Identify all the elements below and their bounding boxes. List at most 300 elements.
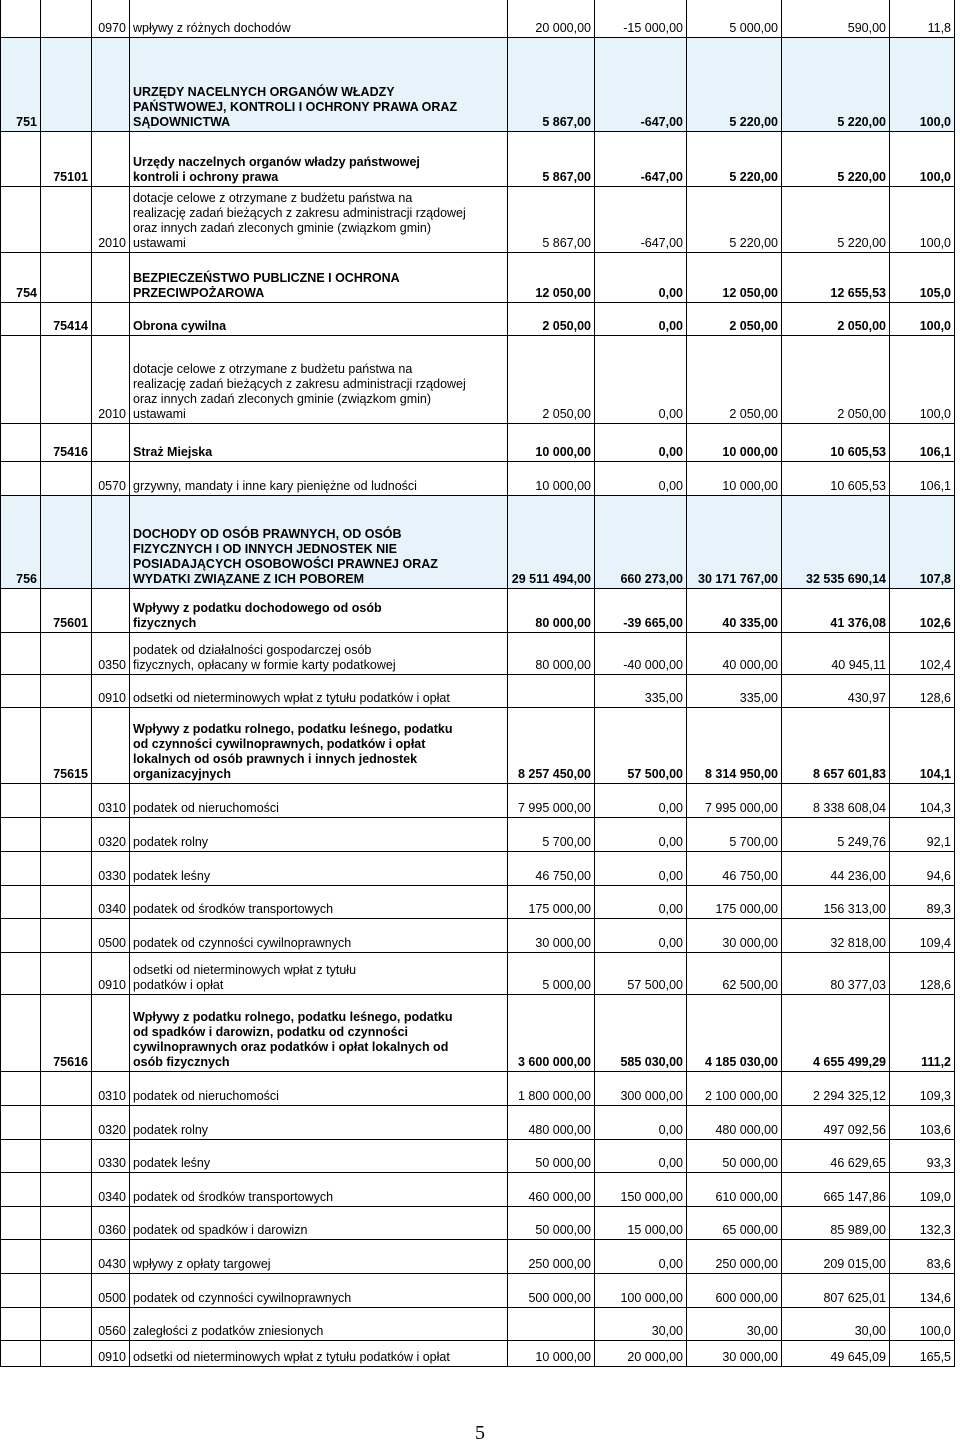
cell-dzial: 751 (0, 38, 41, 132)
cell-procent: 128,6 (890, 953, 955, 995)
cell-plan-po-zmianach: 250 000,00 (687, 1240, 782, 1274)
table-row (0, 187, 960, 253)
cell-zmiany: -647,00 (595, 132, 687, 187)
cell-paragraf: 0500 (92, 919, 130, 953)
cell-paragraf: 0310 (92, 1072, 130, 1106)
cell-plan-po-zmianach: 480 000,00 (687, 1106, 782, 1140)
cell-rozdzial (41, 253, 92, 303)
cell-paragraf (92, 132, 130, 187)
cell-plan-pierwotny: 480 000,00 (508, 1106, 595, 1140)
cell-plan-pierwotny: 20 000,00 (508, 0, 595, 38)
cell-rozdzial: 75616 (41, 995, 92, 1072)
cell-wykonanie: 590,00 (782, 0, 890, 38)
cell-procent: 93,3 (890, 1140, 955, 1173)
cell-nazwa: zaległości z podatków zniesionych (130, 1308, 508, 1341)
table-row (0, 303, 960, 336)
cell-paragraf: 0570 (92, 462, 130, 496)
cell-plan-pierwotny: 50 000,00 (508, 1140, 595, 1173)
cell-zmiany: -40 000,00 (595, 633, 687, 675)
cell-wykonanie: 40 945,11 (782, 633, 890, 675)
cell-zmiany: 15 000,00 (595, 1207, 687, 1240)
table-row (0, 589, 960, 633)
cell-plan-po-zmianach: 600 000,00 (687, 1274, 782, 1308)
cell-wykonanie: 2 050,00 (782, 336, 890, 424)
cell-plan-pierwotny: 5 000,00 (508, 953, 595, 995)
table-row (0, 1207, 960, 1240)
cell-zmiany: 0,00 (595, 852, 687, 886)
cell-zmiany: 57 500,00 (595, 708, 687, 784)
cell-wykonanie: 4 655 499,29 (782, 995, 890, 1072)
cell-paragraf: 0910 (92, 675, 130, 708)
cell-nazwa: URZĘDY NACELNYCH ORGANÓW WŁADZY PAŃSTWOWEJ, KONTROLI I OCHRONY PRAWA ORAZ SĄDOWNICTWA (130, 38, 508, 132)
table-row (0, 852, 960, 886)
table-row (0, 132, 960, 187)
table-row (0, 953, 960, 995)
cell-dzial (0, 886, 41, 919)
cell-plan-pierwotny: 30 000,00 (508, 919, 595, 953)
cell-plan-po-zmianach: 5 220,00 (687, 132, 782, 187)
cell-rozdzial (41, 1240, 92, 1274)
cell-paragraf: 0330 (92, 1140, 130, 1173)
cell-plan-pierwotny: 5 700,00 (508, 818, 595, 852)
cell-zmiany: 0,00 (595, 303, 687, 336)
cell-plan-po-zmianach: 62 500,00 (687, 953, 782, 995)
cell-plan-po-zmianach: 46 750,00 (687, 852, 782, 886)
cell-wykonanie: 8 338 608,04 (782, 784, 890, 818)
cell-procent: 100,0 (890, 1308, 955, 1341)
cell-rozdzial (41, 1341, 92, 1367)
cell-dzial (0, 953, 41, 995)
cell-wykonanie: 2 294 325,12 (782, 1072, 890, 1106)
cell-plan-pierwotny: 80 000,00 (508, 633, 595, 675)
cell-plan-pierwotny: 1 800 000,00 (508, 1072, 595, 1106)
cell-paragraf: 0330 (92, 852, 130, 886)
cell-rozdzial (41, 187, 92, 253)
cell-procent: 104,1 (890, 708, 955, 784)
cell-rozdzial (41, 633, 92, 675)
cell-procent: 100,0 (890, 187, 955, 253)
cell-nazwa: podatek od środków transportowych (130, 1173, 508, 1207)
table-row (0, 253, 960, 303)
cell-zmiany: 660 273,00 (595, 496, 687, 589)
cell-nazwa: podatek rolny (130, 818, 508, 852)
cell-plan-pierwotny: 460 000,00 (508, 1173, 595, 1207)
cell-wykonanie: 209 015,00 (782, 1240, 890, 1274)
table-row (0, 462, 960, 496)
cell-plan-po-zmianach: 2 100 000,00 (687, 1072, 782, 1106)
cell-rozdzial (41, 1140, 92, 1173)
cell-rozdzial (41, 784, 92, 818)
cell-plan-pierwotny: 2 050,00 (508, 336, 595, 424)
cell-paragraf: 0360 (92, 1207, 130, 1240)
cell-wykonanie: 12 655,53 (782, 253, 890, 303)
cell-plan-pierwotny: 250 000,00 (508, 1240, 595, 1274)
cell-rozdzial (41, 336, 92, 424)
cell-rozdzial: 75414 (41, 303, 92, 336)
cell-wykonanie: 5 220,00 (782, 132, 890, 187)
table-row (0, 1173, 960, 1207)
cell-procent: 134,6 (890, 1274, 955, 1308)
cell-rozdzial (41, 818, 92, 852)
cell-procent: 100,0 (890, 336, 955, 424)
cell-zmiany: 0,00 (595, 462, 687, 496)
cell-dzial (0, 1072, 41, 1106)
cell-procent: 106,1 (890, 462, 955, 496)
cell-plan-po-zmianach: 5 220,00 (687, 38, 782, 132)
cell-paragraf: 2010 (92, 336, 130, 424)
cell-nazwa: podatek od działalności gospodarczej osób fizycznych, opłacany w formie karty podatkowej (130, 633, 508, 675)
cell-zmiany: 150 000,00 (595, 1173, 687, 1207)
cell-zmiany: -39 665,00 (595, 589, 687, 633)
cell-nazwa: odsetki od nieterminowych wpłat z tytułu podatków i opłat (130, 1341, 508, 1367)
cell-nazwa: BEZPIECZEŃSTWO PUBLICZNE I OCHRONA PRZECIWPOŻAROWA (130, 253, 508, 303)
cell-paragraf (92, 424, 130, 462)
table-row (0, 1240, 960, 1274)
cell-plan-pierwotny: 8 257 450,00 (508, 708, 595, 784)
cell-rozdzial (41, 1207, 92, 1240)
cell-zmiany: -15 000,00 (595, 0, 687, 38)
cell-plan-po-zmianach: 7 995 000,00 (687, 784, 782, 818)
cell-zmiany: 0,00 (595, 1140, 687, 1173)
cell-nazwa: podatek od środków transportowych (130, 886, 508, 919)
cell-plan-pierwotny: 80 000,00 (508, 589, 595, 633)
cell-nazwa: Urzędy naczelnych organów władzy państwowej kontroli i ochrony prawa (130, 132, 508, 187)
cell-dzial (0, 462, 41, 496)
cell-rozdzial (41, 1072, 92, 1106)
cell-plan-po-zmianach: 40 000,00 (687, 633, 782, 675)
cell-procent: 102,6 (890, 589, 955, 633)
cell-dzial (0, 784, 41, 818)
cell-procent: 107,8 (890, 496, 955, 589)
cell-wykonanie: 10 605,53 (782, 462, 890, 496)
cell-zmiany: 0,00 (595, 919, 687, 953)
cell-dzial (0, 675, 41, 708)
cell-plan-pierwotny: 5 867,00 (508, 187, 595, 253)
cell-zmiany: 0,00 (595, 424, 687, 462)
cell-nazwa: podatek od czynności cywilnoprawnych (130, 919, 508, 953)
cell-plan-po-zmianach: 5 700,00 (687, 818, 782, 852)
cell-plan-po-zmianach: 65 000,00 (687, 1207, 782, 1240)
cell-wykonanie: 497 092,56 (782, 1106, 890, 1140)
table-row (0, 0, 960, 38)
cell-wykonanie: 44 236,00 (782, 852, 890, 886)
cell-dzial (0, 1106, 41, 1140)
cell-procent: 100,0 (890, 132, 955, 187)
cell-dzial (0, 818, 41, 852)
cell-nazwa: podatek od nieruchomości (130, 1072, 508, 1106)
cell-rozdzial (41, 852, 92, 886)
cell-wykonanie: 80 377,03 (782, 953, 890, 995)
cell-paragraf: 0910 (92, 1341, 130, 1367)
cell-dzial (0, 995, 41, 1072)
cell-plan-pierwotny: 46 750,00 (508, 852, 595, 886)
cell-rozdzial (41, 886, 92, 919)
cell-dzial (0, 1140, 41, 1173)
cell-nazwa: podatek od spadków i darowizn (130, 1207, 508, 1240)
cell-wykonanie: 5 249,76 (782, 818, 890, 852)
cell-wykonanie: 430,97 (782, 675, 890, 708)
cell-zmiany: 0,00 (595, 253, 687, 303)
cell-procent: 132,3 (890, 1207, 955, 1240)
cell-procent: 92,1 (890, 818, 955, 852)
cell-zmiany: 585 030,00 (595, 995, 687, 1072)
cell-plan-pierwotny: 10 000,00 (508, 1341, 595, 1367)
cell-rozdzial (41, 1173, 92, 1207)
table-row (0, 784, 960, 818)
cell-zmiany: 100 000,00 (595, 1274, 687, 1308)
cell-rozdzial: 75601 (41, 589, 92, 633)
cell-rozdzial (41, 1308, 92, 1341)
cell-plan-pierwotny: 5 867,00 (508, 132, 595, 187)
cell-dzial (0, 187, 41, 253)
cell-nazwa: Straż Miejska (130, 424, 508, 462)
cell-dzial (0, 1207, 41, 1240)
cell-zmiany: 335,00 (595, 675, 687, 708)
table-row (0, 995, 960, 1072)
cell-plan-pierwotny: 10 000,00 (508, 424, 595, 462)
cell-wykonanie: 5 220,00 (782, 38, 890, 132)
cell-nazwa: Wpływy z podatku dochodowego od osób fizycznych (130, 589, 508, 633)
table-row (0, 1341, 960, 1367)
cell-paragraf (92, 708, 130, 784)
cell-zmiany: -647,00 (595, 38, 687, 132)
cell-plan-po-zmianach: 30 171 767,00 (687, 496, 782, 589)
cell-paragraf: 0430 (92, 1240, 130, 1274)
cell-dzial (0, 1240, 41, 1274)
cell-plan-po-zmianach: 175 000,00 (687, 886, 782, 919)
cell-plan-pierwotny: 7 995 000,00 (508, 784, 595, 818)
cell-nazwa: odsetki od nieterminowych wpłat z tytułu podatków i opłat (130, 675, 508, 708)
cell-nazwa: odsetki od nieterminowych wpłat z tytułu podatków i opłat (130, 953, 508, 995)
cell-paragraf (92, 995, 130, 1072)
page-number: 5 (475, 1422, 485, 1444)
cell-zmiany: 0,00 (595, 784, 687, 818)
table-row (0, 38, 960, 132)
cell-plan-pierwotny (508, 675, 595, 708)
cell-paragraf (92, 38, 130, 132)
cell-dzial (0, 336, 41, 424)
table-row (0, 1308, 960, 1341)
cell-procent: 83,6 (890, 1240, 955, 1274)
cell-wykonanie: 46 629,65 (782, 1140, 890, 1173)
cell-wykonanie: 30,00 (782, 1308, 890, 1341)
cell-procent: 109,4 (890, 919, 955, 953)
cell-rozdzial: 75416 (41, 424, 92, 462)
table-row (0, 1140, 960, 1173)
cell-wykonanie: 32 818,00 (782, 919, 890, 953)
cell-nazwa: podatek od nieruchomości (130, 784, 508, 818)
cell-nazwa: wpływy z różnych dochodów (130, 0, 508, 38)
table-row (0, 496, 960, 589)
cell-procent: 111,2 (890, 995, 955, 1072)
cell-plan-pierwotny: 500 000,00 (508, 1274, 595, 1308)
cell-paragraf (92, 589, 130, 633)
cell-paragraf: 0350 (92, 633, 130, 675)
cell-plan-pierwotny: 50 000,00 (508, 1207, 595, 1240)
table-row (0, 633, 960, 675)
cell-plan-pierwotny: 5 867,00 (508, 38, 595, 132)
cell-paragraf: 0340 (92, 886, 130, 919)
cell-plan-pierwotny: 12 050,00 (508, 253, 595, 303)
cell-procent: 165,5 (890, 1341, 955, 1367)
cell-nazwa: grzywny, mandaty i inne kary pieniężne od ludności (130, 462, 508, 496)
cell-zmiany: 0,00 (595, 1106, 687, 1140)
cell-rozdzial: 75615 (41, 708, 92, 784)
cell-plan-po-zmianach: 4 185 030,00 (687, 995, 782, 1072)
cell-paragraf: 0340 (92, 1173, 130, 1207)
cell-rozdzial (41, 0, 92, 38)
table-row (0, 708, 960, 784)
cell-plan-pierwotny: 175 000,00 (508, 886, 595, 919)
cell-plan-po-zmianach: 40 335,00 (687, 589, 782, 633)
cell-nazwa: Wpływy z podatku rolnego, podatku leśnego, podatku od czynności cywilnoprawnych, podatków i opłat lokalnych od osób prawnych i innych jednostek organizacyjnych (130, 708, 508, 784)
cell-nazwa: DOCHODY OD OSÓB PRAWNYCH, OD OSÓB FIZYCZNYCH I OD INNYCH JEDNOSTEK NIE POSIADAJĄCYCH OSOBOWOŚCI PRAWNEJ ORAZ WYDATKI ZWIĄZANE Z ICH POBOREM (130, 496, 508, 589)
cell-plan-po-zmianach: 5 220,00 (687, 187, 782, 253)
cell-plan-pierwotny: 2 050,00 (508, 303, 595, 336)
cell-wykonanie: 49 645,09 (782, 1341, 890, 1367)
cell-dzial (0, 1173, 41, 1207)
cell-paragraf: 0320 (92, 818, 130, 852)
cell-nazwa: podatek leśny (130, 852, 508, 886)
cell-zmiany: 0,00 (595, 1240, 687, 1274)
table-row (0, 675, 960, 708)
cell-procent: 89,3 (890, 886, 955, 919)
cell-plan-pierwotny: 3 600 000,00 (508, 995, 595, 1072)
cell-zmiany: -647,00 (595, 187, 687, 253)
cell-procent: 11,8 (890, 0, 955, 38)
cell-wykonanie: 85 989,00 (782, 1207, 890, 1240)
cell-dzial (0, 1341, 41, 1367)
table-row (0, 919, 960, 953)
cell-dzial: 756 (0, 496, 41, 589)
cell-dzial (0, 0, 41, 38)
cell-zmiany: 30,00 (595, 1308, 687, 1341)
table-row (0, 336, 960, 424)
cell-wykonanie: 156 313,00 (782, 886, 890, 919)
cell-procent: 109,3 (890, 1072, 955, 1106)
cell-wykonanie: 32 535 690,14 (782, 496, 890, 589)
cell-procent: 94,6 (890, 852, 955, 886)
table-row (0, 818, 960, 852)
cell-plan-po-zmianach: 12 050,00 (687, 253, 782, 303)
cell-plan-po-zmianach: 10 000,00 (687, 462, 782, 496)
cell-rozdzial (41, 462, 92, 496)
cell-plan-po-zmianach: 2 050,00 (687, 336, 782, 424)
cell-rozdzial (41, 919, 92, 953)
cell-dzial (0, 303, 41, 336)
cell-rozdzial: 75101 (41, 132, 92, 187)
table-row (0, 424, 960, 462)
cell-paragraf (92, 253, 130, 303)
cell-wykonanie: 8 657 601,83 (782, 708, 890, 784)
cell-plan-pierwotny: 10 000,00 (508, 462, 595, 496)
cell-procent: 100,0 (890, 303, 955, 336)
cell-dzial (0, 589, 41, 633)
cell-nazwa: podatek od czynności cywilnoprawnych (130, 1274, 508, 1308)
cell-plan-po-zmianach: 30,00 (687, 1308, 782, 1341)
cell-plan-po-zmianach: 30 000,00 (687, 919, 782, 953)
cell-paragraf: 2010 (92, 187, 130, 253)
cell-zmiany: 300 000,00 (595, 1072, 687, 1106)
table-row (0, 1106, 960, 1140)
table-row (0, 886, 960, 919)
cell-rozdzial (41, 1106, 92, 1140)
cell-dzial (0, 1308, 41, 1341)
cell-dzial (0, 1274, 41, 1308)
cell-procent: 106,1 (890, 424, 955, 462)
cell-plan-pierwotny: 29 511 494,00 (508, 496, 595, 589)
cell-plan-po-zmianach: 335,00 (687, 675, 782, 708)
cell-procent: 104,3 (890, 784, 955, 818)
table-row (0, 1072, 960, 1106)
cell-nazwa: Wpływy z podatku rolnego, podatku leśnego, podatku od spadków i darowizn, podatku od czynności cywilnoprawnych oraz podatków i opłat lokalnych od osób fizycznych (130, 995, 508, 1072)
cell-dzial (0, 424, 41, 462)
table-row (0, 1274, 960, 1308)
cell-rozdzial (41, 38, 92, 132)
cell-procent: 102,4 (890, 633, 955, 675)
cell-zmiany: 0,00 (595, 336, 687, 424)
cell-nazwa: Obrona cywilna (130, 303, 508, 336)
cell-paragraf: 0910 (92, 953, 130, 995)
cell-rozdzial (41, 953, 92, 995)
cell-dzial: 754 (0, 253, 41, 303)
cell-plan-po-zmianach: 50 000,00 (687, 1140, 782, 1173)
cell-paragraf: 0500 (92, 1274, 130, 1308)
cell-plan-po-zmianach: 8 314 950,00 (687, 708, 782, 784)
cell-plan-pierwotny (508, 1308, 595, 1341)
cell-wykonanie: 41 376,08 (782, 589, 890, 633)
cell-dzial (0, 852, 41, 886)
cell-paragraf: 0310 (92, 784, 130, 818)
cell-nazwa: dotacje celowe z otrzymane z budżetu państwa na realizację zadań bieżących z zakresu administracji rządowej oraz innych zadań zleconych gminie (związkom gmin) ustawami (130, 336, 508, 424)
cell-paragraf (92, 303, 130, 336)
cell-plan-po-zmianach: 2 050,00 (687, 303, 782, 336)
cell-zmiany: 0,00 (595, 818, 687, 852)
cell-plan-po-zmianach: 10 000,00 (687, 424, 782, 462)
cell-wykonanie: 10 605,53 (782, 424, 890, 462)
cell-procent: 128,6 (890, 675, 955, 708)
cell-dzial (0, 132, 41, 187)
cell-zmiany: 57 500,00 (595, 953, 687, 995)
cell-procent: 100,0 (890, 38, 955, 132)
cell-procent: 103,6 (890, 1106, 955, 1140)
cell-wykonanie: 807 625,01 (782, 1274, 890, 1308)
cell-rozdzial (41, 496, 92, 589)
cell-wykonanie: 5 220,00 (782, 187, 890, 253)
cell-nazwa: podatek leśny (130, 1140, 508, 1173)
cell-paragraf (92, 496, 130, 589)
cell-dzial (0, 919, 41, 953)
cell-rozdzial (41, 675, 92, 708)
cell-plan-po-zmianach: 30 000,00 (687, 1341, 782, 1367)
cell-rozdzial (41, 1274, 92, 1308)
cell-paragraf: 0560 (92, 1308, 130, 1341)
cell-wykonanie: 665 147,86 (782, 1173, 890, 1207)
cell-procent: 109,0 (890, 1173, 955, 1207)
cell-paragraf: 0320 (92, 1106, 130, 1140)
cell-plan-po-zmianach: 5 000,00 (687, 0, 782, 38)
cell-paragraf: 0970 (92, 0, 130, 38)
cell-nazwa: dotacje celowe z otrzymane z budżetu państwa na realizację zadań bieżących z zakresu administracji rządowej oraz innych zadań zleconych gminie (związkom gmin) ustawami (130, 187, 508, 253)
cell-plan-po-zmianach: 610 000,00 (687, 1173, 782, 1207)
cell-zmiany: 20 000,00 (595, 1341, 687, 1367)
cell-nazwa: podatek rolny (130, 1106, 508, 1140)
cell-zmiany: 0,00 (595, 886, 687, 919)
cell-procent: 105,0 (890, 253, 955, 303)
cell-nazwa: wpływy z opłaty targowej (130, 1240, 508, 1274)
cell-wykonanie: 2 050,00 (782, 303, 890, 336)
cell-dzial (0, 708, 41, 784)
